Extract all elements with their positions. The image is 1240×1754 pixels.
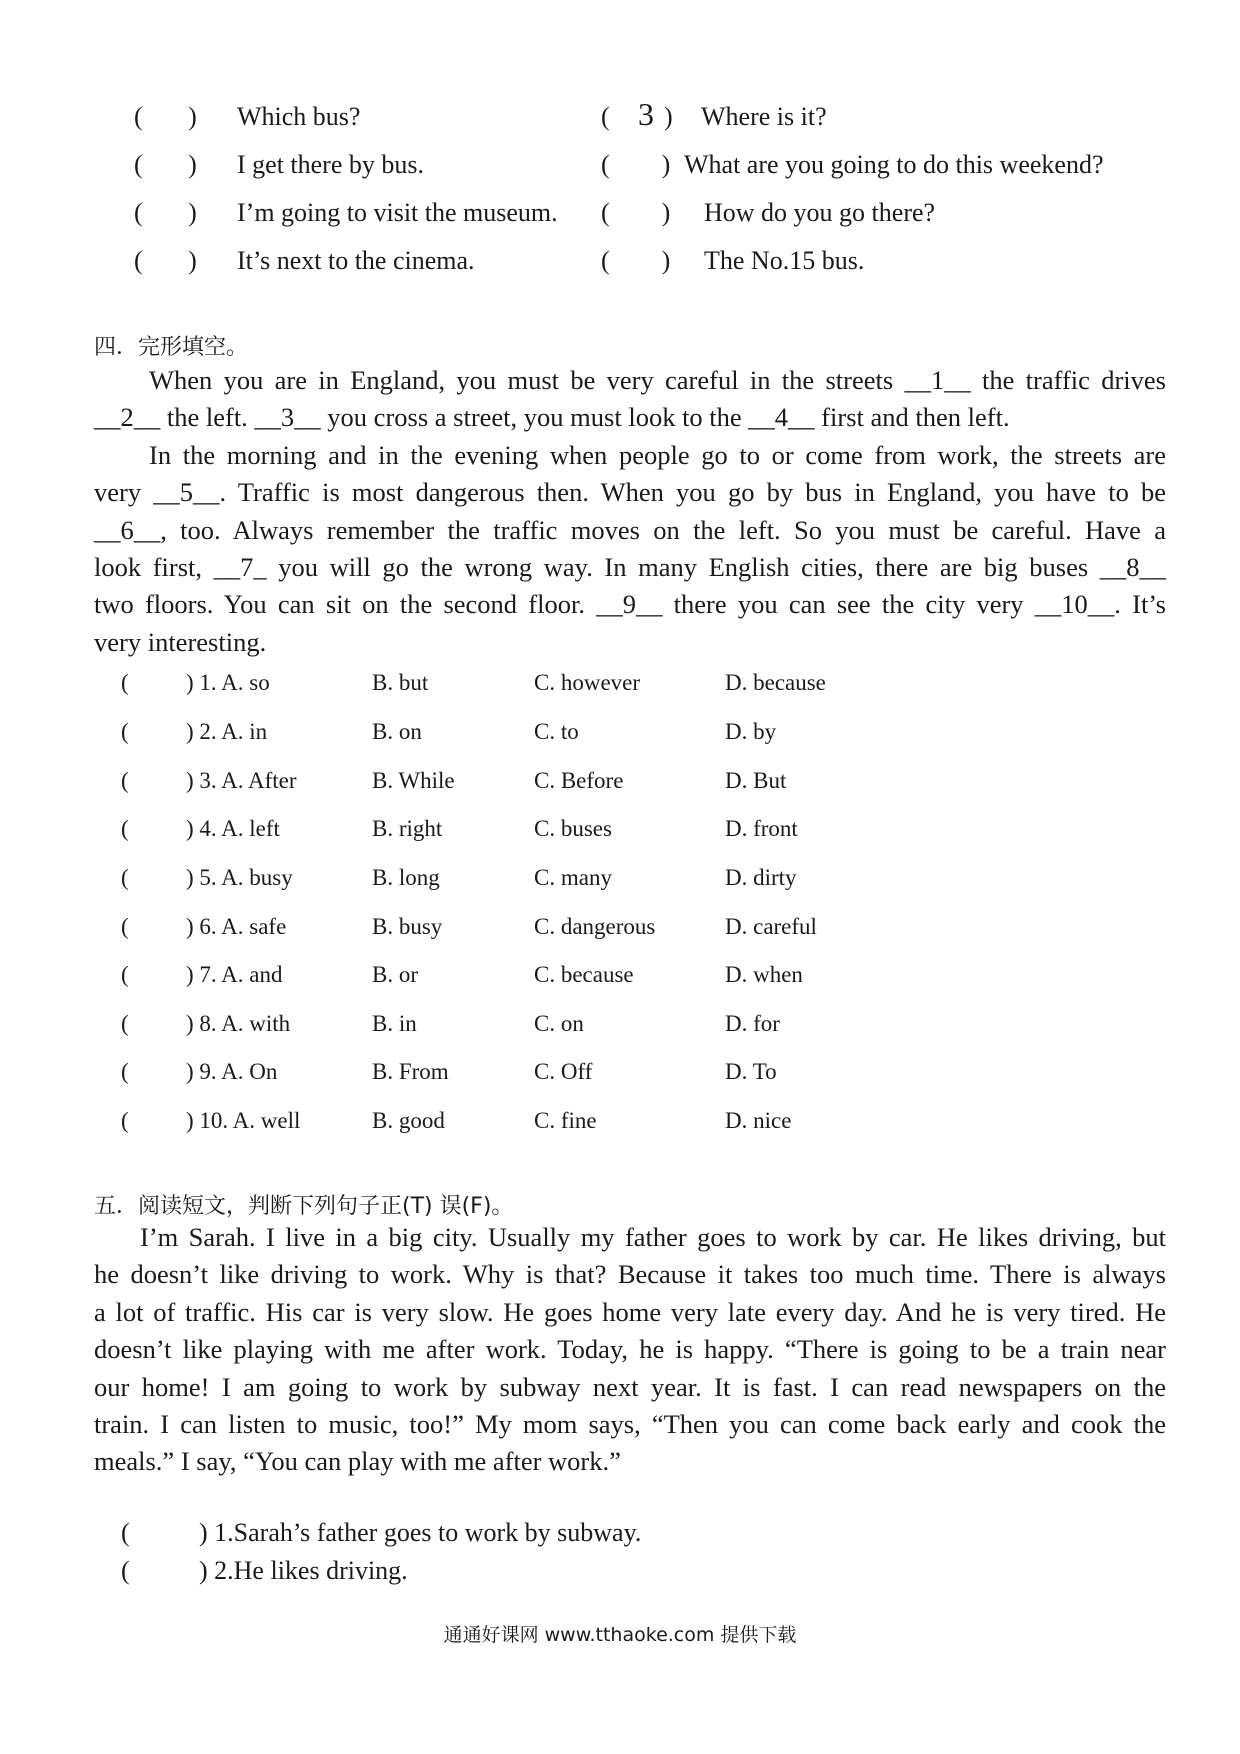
matching-left-item: It’s next to the cinema. <box>237 246 475 275</box>
answer-bracket[interactable]: ( <box>121 719 129 744</box>
answer-bracket[interactable]: ( <box>121 1518 130 1547</box>
passage-line: In the morning and in the evening when people go to or come from work, the streets are <box>149 439 1166 470</box>
option-b: B. long <box>372 865 440 890</box>
option-b: B. or <box>372 962 418 987</box>
passage-line: doesn’t like playing with me after work. Today, he is happy. “There is going to be a train near <box>94 1334 1166 1365</box>
answer-bracket[interactable]: ( ) <box>134 198 197 227</box>
passage-line: two floors. You can sit on the second floor. __9__ there you can see the city very __10__. It’s <box>94 589 1166 620</box>
passage-line: __6__, too. Always remember the traffic moves on the left. So you must be careful. Have a <box>94 514 1166 545</box>
question-number: ) 4. A. left <box>186 816 280 841</box>
passage-line: he doesn’t like driving to work. Why is that? Because it takes too much time. There is always <box>94 1259 1166 1290</box>
answer-bracket[interactable]: ( ) <box>134 246 197 275</box>
matching-right-item: How do you go there? <box>704 198 936 227</box>
option-d: D. for <box>725 1011 780 1036</box>
option-b: B. but <box>372 670 429 695</box>
option-d: D. dirty <box>725 865 797 890</box>
question-number: ) 5. A. busy <box>186 865 293 890</box>
answer-bracket[interactable]: ( <box>121 1059 129 1084</box>
matching-left-item: I’m going to visit the museum. <box>237 198 558 227</box>
answer-bracket[interactable]: ( <box>121 1108 129 1133</box>
answer-bracket[interactable]: ( <box>121 962 129 987</box>
passage-line: look first, __7_ you will go the wrong way. In many English cities, there are big buses __8__ <box>94 552 1166 583</box>
passage-line: I’m Sarah. I live in a big city. Usually my father goes to work by car. He likes driving, but <box>140 1222 1166 1252</box>
reading-passage <box>94 1219 1166 1481</box>
cloze-passage <box>94 362 1166 661</box>
passage-line: meals.” I say, “You can play with me after work.” <box>94 1446 621 1477</box>
option-d: D. front <box>725 816 798 841</box>
answer-bracket[interactable]: ( ) <box>134 102 197 131</box>
option-d: D. careful <box>725 914 817 939</box>
option-d: D. when <box>725 962 803 987</box>
option-b: B. in <box>372 1011 417 1036</box>
option-d: D. nice <box>725 1108 792 1133</box>
passage-line: a lot of traffic. His car is very slow. He goes home very late every day. And he is very tired. He <box>94 1296 1166 1327</box>
answer-bracket[interactable]: ( ) <box>601 198 671 227</box>
option-b: B. right <box>372 816 443 841</box>
question-number: ) 9. A. On <box>186 1059 278 1084</box>
option-d: D. by <box>725 719 777 744</box>
bracket-close: ) <box>664 102 673 131</box>
passage-line: train. I can listen to music, too!” My mom says, “Then you can come back early and cook the <box>94 1409 1166 1440</box>
option-c: C. however <box>534 670 641 695</box>
question-number: ) 8. A. with <box>186 1011 291 1036</box>
option-c: C. many <box>534 865 612 890</box>
handwritten-answer: 3 <box>638 96 654 132</box>
option-c: C. Before <box>534 768 624 793</box>
option-b: B. good <box>372 1108 445 1133</box>
answer-bracket[interactable]: ( <box>121 670 129 695</box>
tf-statement: ) 2.He likes driving. <box>199 1556 408 1585</box>
answer-bracket[interactable]: ( <box>121 865 129 890</box>
section-heading-reading: 五．阅读短文，判断下列句子正(T) 误(F)。 <box>94 1194 514 1219</box>
passage-line: very interesting. <box>94 626 267 657</box>
question-number: ) 7. A. and <box>186 962 283 987</box>
matching-left-item: Which bus? <box>237 102 361 131</box>
option-c: C. on <box>534 1011 584 1036</box>
option-c: C. Off <box>534 1059 593 1084</box>
option-b: B. on <box>372 719 422 744</box>
answer-bracket[interactable]: ( ) <box>134 150 197 179</box>
matching-left-item: I get there by bus. <box>237 150 425 179</box>
tf-statement: ) 1.Sarah’s father goes to work by subway. <box>199 1518 642 1547</box>
option-c: C. fine <box>534 1108 597 1133</box>
answer-bracket[interactable]: ( <box>121 1011 129 1036</box>
option-b: B. busy <box>372 914 443 939</box>
option-d: D. But <box>725 768 787 793</box>
answer-bracket[interactable]: ( ) <box>601 246 671 275</box>
matching-right-item: The No.15 bus. <box>704 246 865 275</box>
answer-bracket[interactable]: ( <box>121 816 129 841</box>
answer-bracket[interactable]: ( <box>601 102 610 131</box>
option-c: C. because <box>534 962 634 987</box>
option-b: B. While <box>372 768 455 793</box>
option-c: C. dangerous <box>534 914 656 939</box>
passage-line: our home! I am going to work by subway next year. It is fast. I can read newspapers on the <box>94 1371 1166 1402</box>
matching-right-item: What are you going to do this weekend? <box>684 150 1104 179</box>
option-d: D. because <box>725 670 826 695</box>
option-c: C. to <box>534 719 579 744</box>
question-number: ) 3. A. After <box>186 768 297 793</box>
passage-line: very __5__. Traffic is most dangerous then. When you go by bus in England, you have to be <box>94 477 1166 508</box>
option-d: D. To <box>725 1059 777 1084</box>
option-b: B. From <box>372 1059 449 1084</box>
question-number: ) 10. A. well <box>186 1108 301 1133</box>
option-c: C. buses <box>534 816 612 841</box>
answer-bracket[interactable]: ( <box>121 768 129 793</box>
question-number: ) 6. A. safe <box>186 914 287 939</box>
passage-line: When you are in England, you must be very careful in the streets __1__ the traffic drives <box>149 365 1166 395</box>
matching-right-item: Where is it? <box>701 102 827 131</box>
footer-watermark: 通通好课网 www.tthaoke.com 提供下载 <box>443 1624 797 1646</box>
passage-line: __2__ the left. __3__ you cross a street, you must look to the __4__ first and then left. <box>94 402 1010 433</box>
section-heading-cloze: 四．完形填空。 <box>94 335 249 360</box>
question-number: ) 2. A. in <box>186 719 268 744</box>
answer-bracket[interactable]: ( <box>121 1556 130 1585</box>
answer-bracket[interactable]: ( <box>121 914 129 939</box>
answer-bracket[interactable]: ( ) <box>601 150 671 179</box>
question-number: ) 1. A. so <box>186 670 270 695</box>
